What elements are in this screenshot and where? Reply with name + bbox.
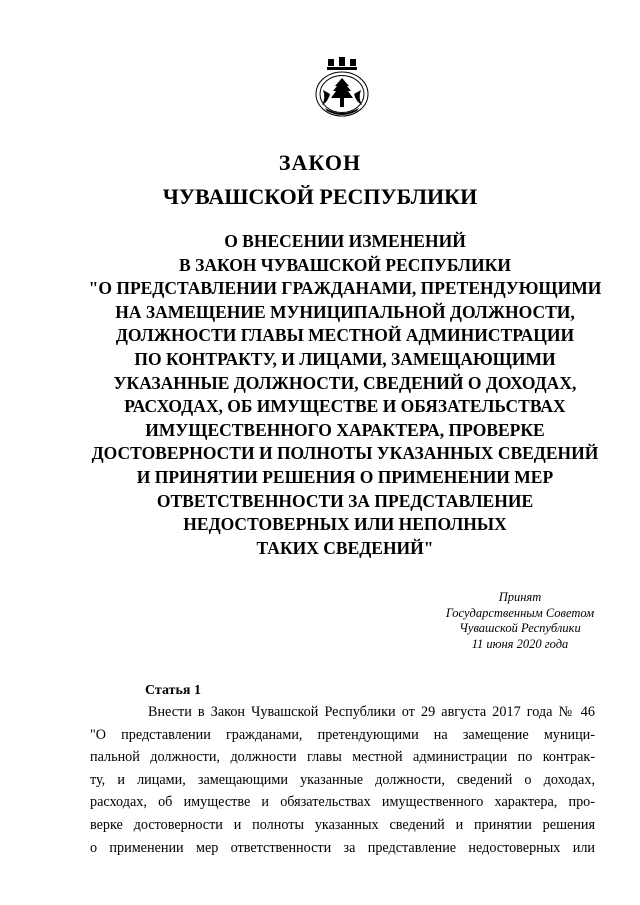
law-subject-heading bbox=[80, 230, 610, 560]
coat-of-arms-emblem bbox=[313, 56, 371, 118]
adoption-line: Принят bbox=[498, 590, 542, 604]
body-line: ту, и лицами, замещающими указанные должности, сведений о доходах, bbox=[90, 771, 595, 788]
article-heading: Статья 1 bbox=[145, 683, 201, 698]
subject-line: РАСХОДАХ, ОБ ИМУЩЕСТВЕ И ОБЯЗАТЕЛЬСТВАХ bbox=[124, 396, 566, 417]
subject-line: НЕДОСТОВЕРНЫХ ИЛИ НЕПОЛНЫХ bbox=[183, 514, 507, 535]
adoption-line: Чувашской Республики bbox=[459, 621, 581, 635]
subject-line: ДОСТОВЕРНОСТИ И ПОЛНОТЫ УКАЗАННЫХ СВЕДЕНИЙ bbox=[91, 443, 599, 464]
subject-line: И ПРИНЯТИИ РЕШЕНИЯ О ПРИМЕНЕНИИ МЕР bbox=[136, 466, 554, 487]
subject-line: "О ПРЕДСТАВЛЕНИИ ГРАЖДАНАМИ, ПРЕТЕНДУЮЩИМИ bbox=[88, 278, 602, 299]
issuing-authority: ЧУВАШСКОЙ РЕСПУБЛИКИ bbox=[162, 184, 478, 209]
subject-line: ТАКИХ СВЕДЕНИЙ" bbox=[256, 537, 434, 558]
body-line: Внести в Закон Чувашской Республики от 29 августа 2017 года № 46 bbox=[148, 704, 595, 720]
subject-line: ДОЛЖНОСТИ ГЛАВЫ МЕСТНОЙ АДМИНИСТРАЦИИ bbox=[115, 325, 575, 346]
body-line: расходах, об имуществе и обязательствах имущественного характера, про- bbox=[90, 794, 595, 811]
subject-line: В ЗАКОН ЧУВАШСКОЙ РЕСПУБЛИКИ bbox=[179, 254, 511, 275]
body-line: о применении мер ответственности за представление недостоверных или bbox=[90, 839, 595, 856]
adoption-date: 11 июня 2020 года bbox=[471, 636, 569, 651]
article-body bbox=[90, 701, 595, 859]
subject-line: ОТВЕТСТВЕННОСТИ ЗА ПРЕДСТАВЛЕНИЕ bbox=[156, 490, 534, 511]
subject-line: ПО КОНТРАКТУ, И ЛИЦАМИ, ЗАМЕЩАЮЩИМИ bbox=[134, 348, 556, 369]
adoption-line: Государственным Советом bbox=[445, 605, 595, 620]
subject-line: УКАЗАННЫЕ ДОЛЖНОСТИ, СВЕДЕНИЙ О ДОХОДАХ, bbox=[113, 372, 577, 393]
body-line: "О представлении гражданами, претендующими на замещение муници- bbox=[90, 726, 595, 743]
subject-line: НА ЗАМЕЩЕНИЕ МУНИЦИПАЛЬНОЙ ДОЛЖНОСТИ, bbox=[115, 301, 575, 322]
body-line: верке достоверности и полноты указанных сведений и принятии решения bbox=[90, 816, 595, 833]
subject-line: ИМУЩЕСТВЕННОГО ХАРАКТЕРА, ПРОВЕРКЕ bbox=[145, 419, 545, 440]
adoption-note bbox=[420, 590, 620, 652]
body-line: пальной должности, должности главы местной администрации по контрак- bbox=[90, 749, 595, 766]
document-title: ЗАКОН bbox=[278, 150, 362, 175]
subject-line: О ВНЕСЕНИИ ИЗМЕНЕНИЙ bbox=[224, 231, 466, 251]
